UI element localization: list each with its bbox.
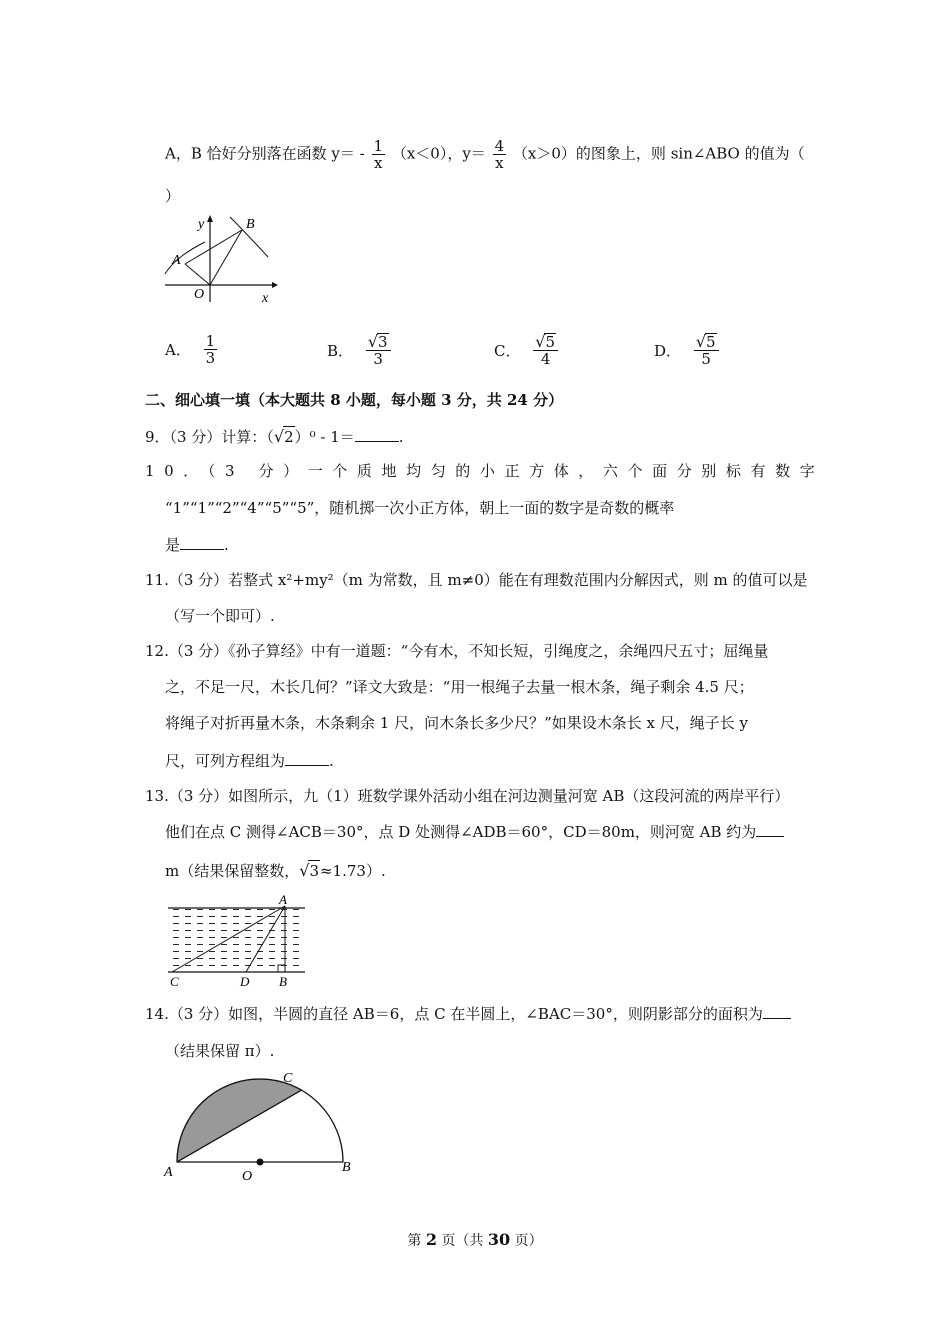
q12-line3: 将绳子对折再量木条，木条剩余 1 尺，问木条长多少尺？”如果设木条长 x 尺，绳子长 y [165,714,748,732]
section-heading: 二、细心填一填（本大题共 8 小题，每小题 3 分，共 24 分） [145,391,564,409]
q13-line3: m（结果保留整数，√3≈1.73）. [165,861,386,880]
segment-ab [185,230,242,264]
label-d: D [240,974,250,989]
q8-option-b[interactable]: B． $\frac{√3}{3}$ [327,333,393,367]
q10-line3: 是 . [165,536,229,554]
q12-line2: 之，不足一尺，木长几何？”译文大致是：“用一根绳子去量一根木条，绳子剩余 4.5 尺； [165,678,754,696]
label-c: C [170,974,179,989]
q13-river-figure [160,892,310,992]
center-point [257,1159,264,1166]
label-b: B [246,217,255,232]
page-number: 2 [425,1230,437,1249]
shaded-segment [177,1079,302,1162]
curve-left [165,242,205,274]
q8-option-d[interactable]: D． $\frac{√5}{5}$ [654,333,721,367]
q12-line1: 12.（3 分）《孙子算经》中有一道题：“今有木，不知长短，引绳度之，余绳四尺五寸；屈绳量 [145,642,769,660]
q8-line2: ） [165,187,181,205]
q14-semicircle-figure [160,1064,360,1184]
segment-ao [185,264,210,285]
answer-blank[interactable] [355,427,399,442]
fraction-4-over-x: $\frac{4}{x}$ [494,137,505,172]
q13-line2: 他们在点 C 测得∠ACB＝30°，点 D 处测得∠ADB＝60°，CD＝80m，则河宽 AB 约为 [165,822,784,842]
label-x: x [262,291,269,306]
q14-line1: 14.（3 分）如图，半圆的直径 AB＝6，点 C 在半圆上，∠BAC＝30°，则阴影部分的面积为 [145,1004,791,1024]
label-a: A [172,253,181,268]
q13-line1: 13.（3 分）如图所示，九（1）班数学课外活动小组在河边测量河宽 AB（这段河流的两岸平行） [145,787,790,805]
page-footer: 第 2 页（共 30 页） [407,1230,543,1249]
q11-line1: 11.（3 分）若整式 x²+my²（m 为常数，且 m≠0）能在有理数范围内分解因式，则 m 的值可以是 [145,571,808,589]
answer-blank[interactable] [763,1004,791,1019]
y-axis-arrow [207,215,213,222]
q8-option-a[interactable]: A． $\frac{1}{3}$ [165,332,216,367]
fraction-1-over-x: $\frac{1}{x}$ [373,137,384,172]
q8-option-c[interactable]: C． $\frac{√5}{4}$ [494,333,560,367]
q8-function-graph [160,212,285,307]
q11-line2: （写一个即可）. [165,607,275,625]
x-axis-arrow [272,282,278,288]
label-a: A [279,892,287,907]
label-c: C [283,1071,293,1086]
q12-line4: 尺，可列方程组为 . [165,752,334,770]
q10-line2: “1”“1”“2”“4”“5”“5”，随机掷一次小正方体，朝上一面的数字是奇数的概率 [165,499,675,517]
label-a: A [164,1165,173,1180]
q8-line1: A，B 恰好分别落在函数 y＝ - $\frac{1}{x}$ （x＜0），y＝ $\frac{4}{x}$ （x＞0）的图象上，则 sin∠ABO 的值为（ [165,137,805,172]
q14-line2: （结果保留 π）. [165,1042,275,1060]
label-o: O [242,1169,253,1184]
answer-blank[interactable] [285,751,329,766]
answer-blank[interactable] [180,535,224,550]
segment-bo [210,230,242,285]
label-b: B [279,974,287,989]
answer-blank[interactable] [756,822,784,837]
page-total: 30 [487,1230,511,1249]
label-b: B [342,1160,351,1175]
q10-line1: 10．（3 分）一个质地均匀的小正方体，六个面分别标有数字 [145,462,825,480]
label-o: O [194,287,205,302]
label-y: y [198,217,205,232]
q9: 9．（3 分）计算：（√2）⁰ - 1＝ . [145,427,404,446]
